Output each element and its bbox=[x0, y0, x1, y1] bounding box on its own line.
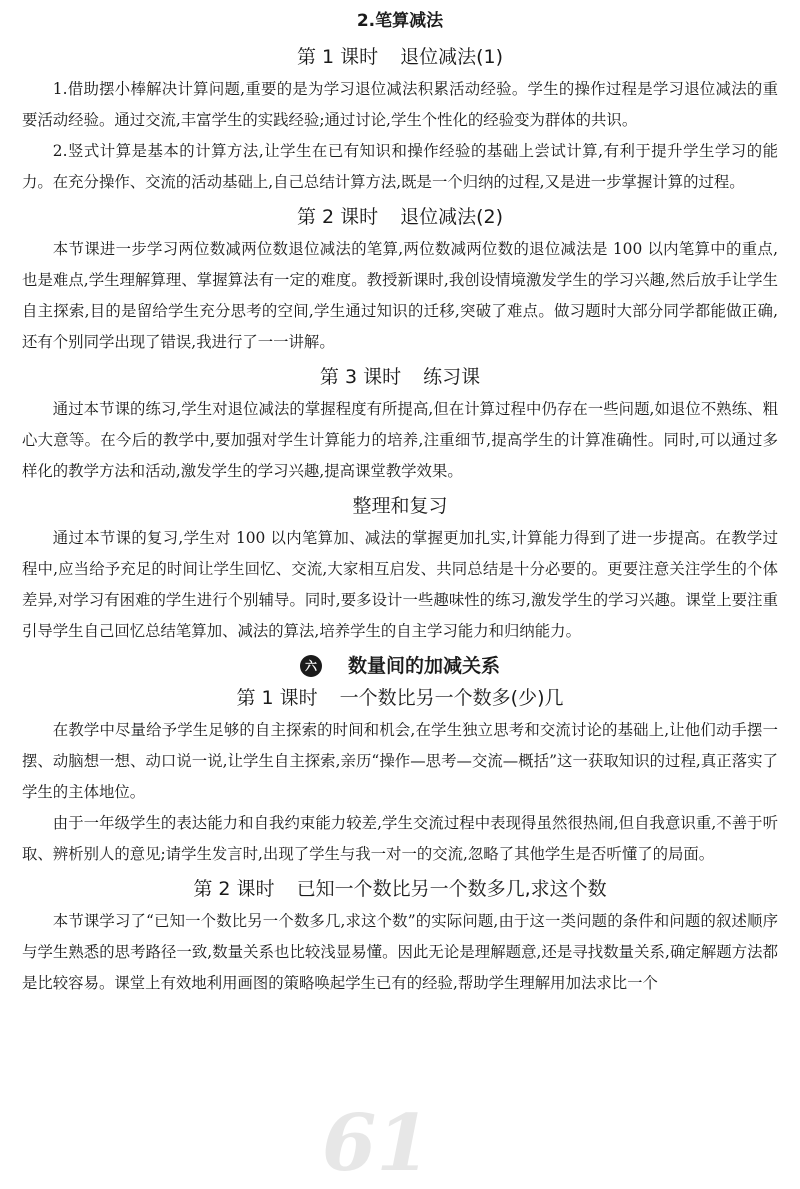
lesson-1-paragraph-1: 1.借助摆小棒解决计算问题,重要的是为学习退位减法积累活动经验。学生的操作过程是学习退位减法的重要活动经验。通过交流,丰富学生的实践经验;通过讨论,学生个性化的经验变为群体的共识。 bbox=[22, 80, 778, 129]
unit-lesson-2-title-suffix: 已知一个数比另一个数多几,求这个数 bbox=[296, 878, 607, 900]
unit-lesson-1-paragraph-1: 在教学中尽量给予学生足够的自主探索的时间和机会,在学生独立思考和交流讨论的基础上,让他们动手摆一摆、动脑想一想、动口说一说,让学生自主探索,亲历“操作—思考—交流—概括”这一获取知识的过程,真正落实了学生的主体地位。 bbox=[22, 721, 778, 801]
unit-lesson-1-title-prefix: 第 1 课时 bbox=[236, 687, 318, 709]
lesson-1-title bbox=[22, 44, 778, 70]
lesson-3-title bbox=[22, 364, 778, 390]
unit-lesson-2-title bbox=[22, 876, 778, 902]
unit-lesson-1-paragraph-2: 由于一年级学生的表达能力和自我约束能力较差,学生交流过程中表现得虽然很热闹,但自我意识重,不善于听取、辨析别人的意见;请学生发言时,出现了学生与我一对一的交流,忽略了其他学生是否听懂了的局面。 bbox=[22, 814, 778, 863]
unit-title bbox=[22, 653, 778, 679]
lesson-1-paragraph-2: 2.竖式计算是基本的计算方法,让学生在已有知识和操作经验的基础上尝试计算,有利于提升学生学习的能力。在充分操作、交流的活动基础上,自己总结计算方法,既是一个归纳的过程,又是进一步掌握计算的过程。 bbox=[22, 142, 778, 191]
lesson-2-title-suffix: 退位减法(2) bbox=[400, 206, 504, 228]
unit-lesson-1-title bbox=[22, 685, 778, 711]
unit-lesson-1-title-suffix: 一个数比另一个数多(少)几 bbox=[339, 687, 564, 709]
lesson-3-title-prefix: 第 3 课时 bbox=[319, 366, 402, 388]
unit-lesson-2-title-prefix: 第 2 课时 bbox=[193, 878, 275, 900]
unit-number-badge: 六 bbox=[300, 655, 322, 677]
lesson-1-title-prefix: 第 1 课时 bbox=[296, 46, 379, 68]
unit-lesson-2-paragraph-1: 本节课学习了“已知一个数比另一个数多几,求这个数”的实际问题,由于这一类问题的条件和问题的叙述顺序与学生熟悉的思考路径一致,数量关系也比较浅显易懂。因此无论是理解题意,还是寻找数量关系,确定解题方法都是比较容易。课堂上有效地利用画图的策略唤起学生已有的经验,帮助学生理解用加法求比一个 bbox=[22, 912, 778, 992]
lesson-3-paragraph-1: 通过本节课的练习,学生对退位减法的掌握程度有所提高,但在计算过程中仍存在一些问题,如退位不熟练、粗心大意等。在今后的教学中,要加强对学生计算能力的培养,注重细节,提高学生的计算准确性。同时,可以通过多样化的教学方法和活动,激发学生的学习兴趣,提高课堂教学效果。 bbox=[22, 400, 778, 480]
review-title: 整理和复习 bbox=[352, 495, 448, 517]
section-title: 2.笔算减法 bbox=[356, 11, 444, 31]
lesson-1-title-suffix: 退位减法(1) bbox=[400, 46, 504, 68]
lesson-2-paragraph-1: 本节课进一步学习两位数减两位数退位减法的笔算,两位数减两位数的退位减法是 100 以内笔算中的重点,也是难点,学生理解算理、掌握算法有一定的难度。教授新课时,我创设情境激发学生的学习兴趣,然后放手让学生自主探索,目的是留给学生充分思考的空间,学生通过知识的迁移,突破了难点。做习题时大部分同学都能做正确,还有个别同学出现了错误,我进行了一一讲解。 bbox=[22, 240, 778, 351]
unit-title-text: 数量间的加减关系 bbox=[347, 655, 500, 677]
lesson-3-title-suffix: 练习课 bbox=[423, 366, 481, 388]
page-number: 61 bbox=[322, 1098, 431, 1189]
lesson-2-title bbox=[22, 204, 778, 230]
lesson-2-title-prefix: 第 2 课时 bbox=[296, 206, 379, 228]
review-paragraph-1: 通过本节课的复习,学生对 100 以内笔算加、减法的掌握更加扎实,计算能力得到了进一步提高。在教学过程中,应当给予充足的时间让学生回忆、交流,大家相互启发、共同总结是十分必要的。更要注意关注学生的个体差异,对学习有困难的学生进行个别辅导。同时,要多设计一些趣味性的练习,激发学生的学习兴趣。课堂上要注重引导学生自己回忆总结笔算加、减法的算法,培养学生的自主学习能力和归纳能力。 bbox=[22, 529, 778, 640]
